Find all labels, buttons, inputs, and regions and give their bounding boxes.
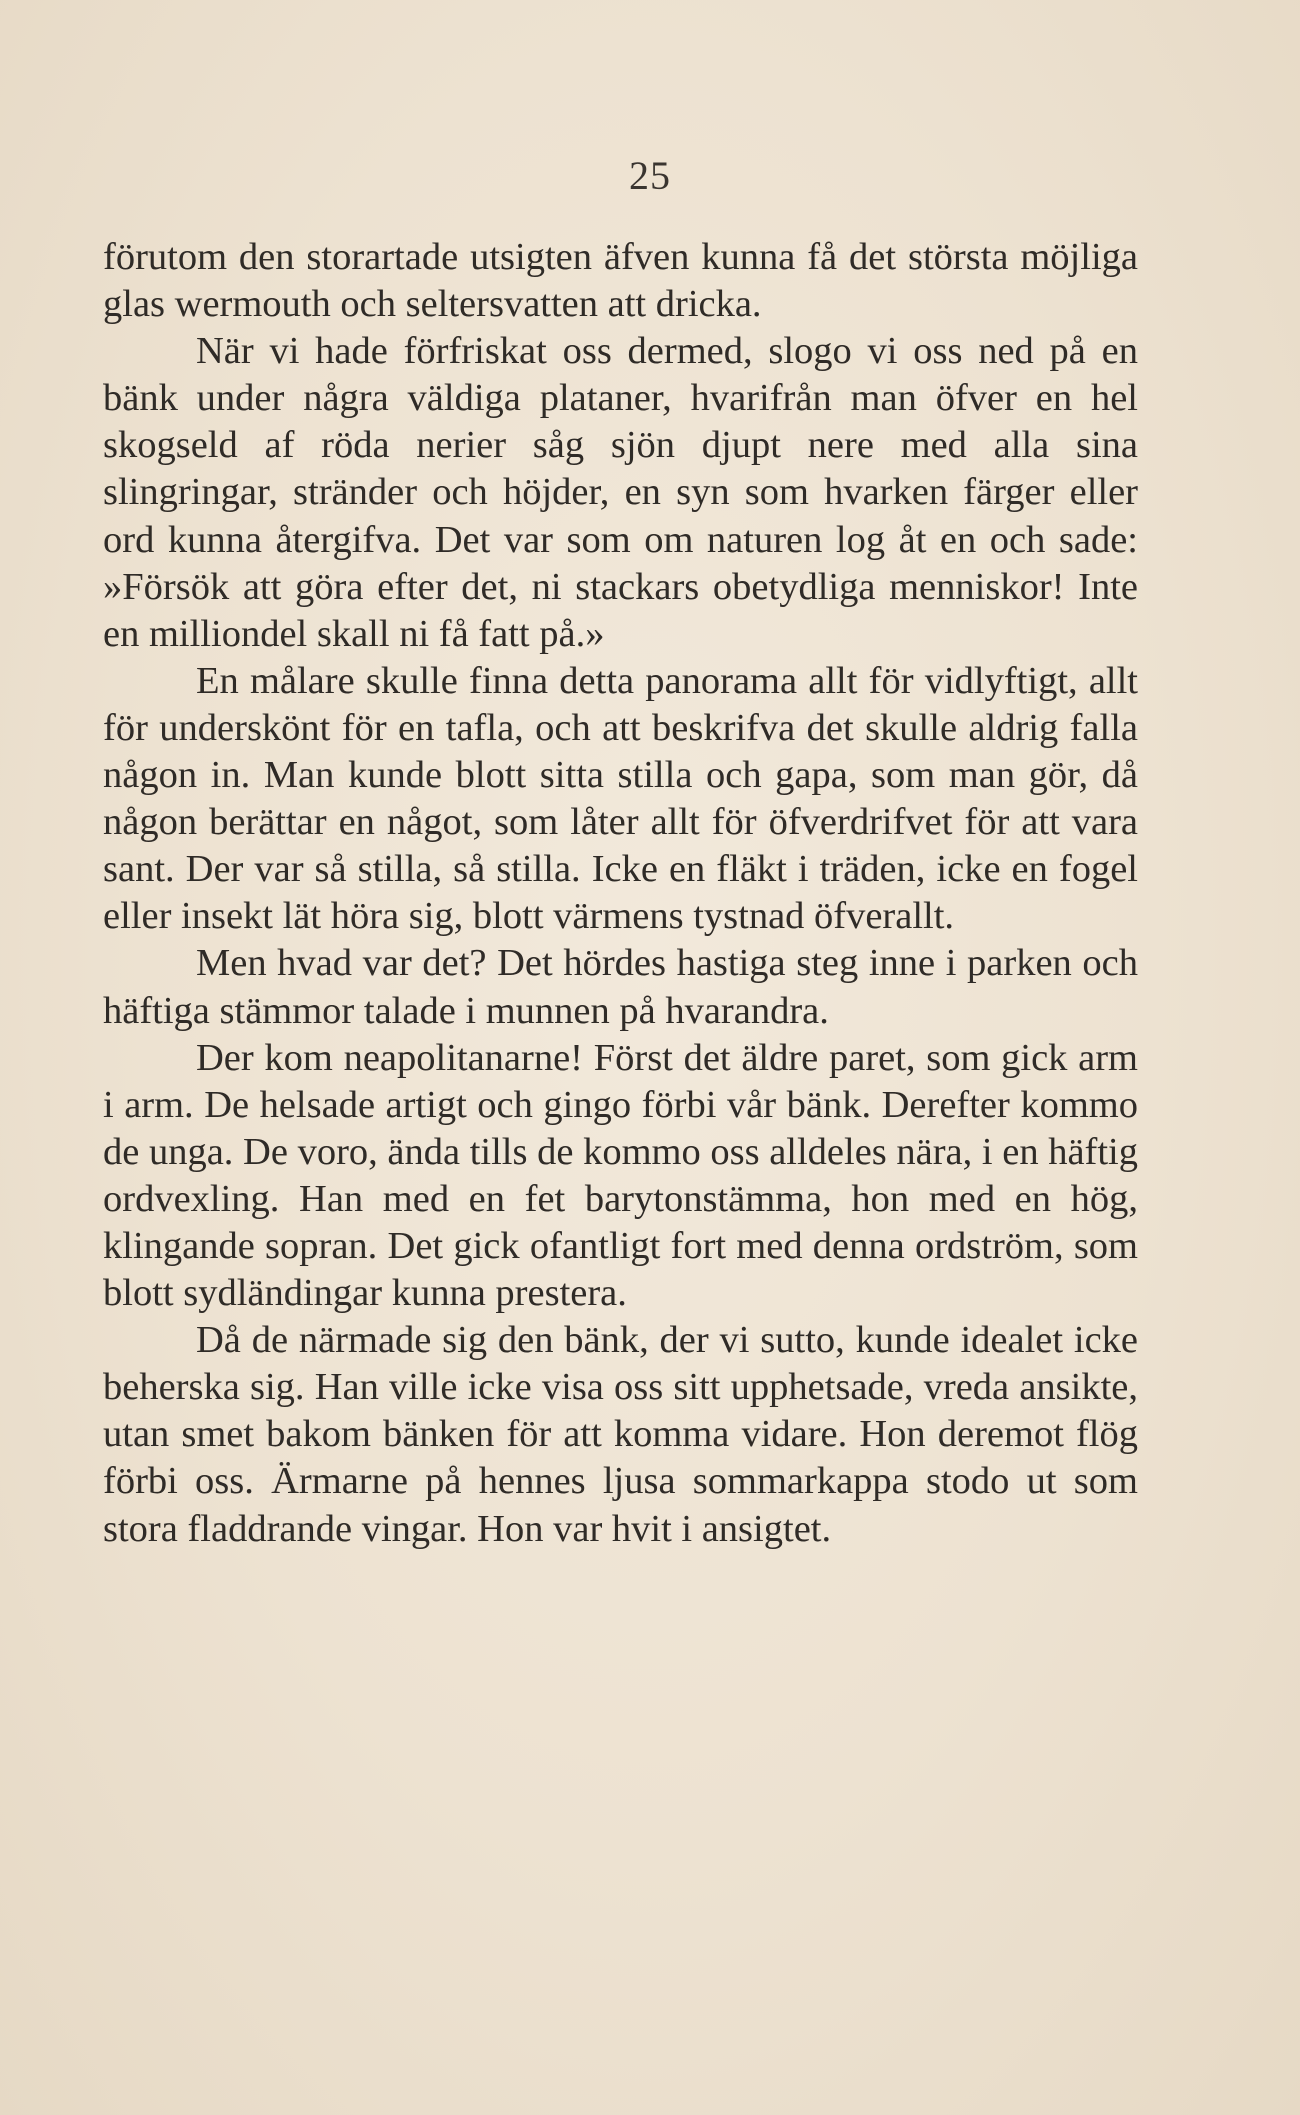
body-text	[103, 234, 1138, 1553]
paragraph-2: När vi hade förfriskat oss dermed, slogo vi oss ned på en bänk under några väldiga plataner, hvarifrån man öfver en hel skogseld af röda nerier såg sjön djupt nere med alla sina slingringar, stränder och höjder, en syn som hvarken färger eller ord kunna återgifva. Det var som om naturen log åt en och sade: »Försök att göra efter det, ni stackars obetydliga menniskor! Inte en milliondel skall ni få fatt på.»	[103, 330, 1138, 655]
paragraph-1: förutom den storartade utsigten äfven kunna få det största möjliga glas wermouth och seltersvatten att dricka.	[103, 236, 1138, 326]
paragraph-5: Der kom neapolitanarne! Först det äldre paret, som gick arm i arm. De helsade artigt och gingo förbi vår bänk. Derefter kommo de unga. De voro, ända tills de kommo oss alldeles nära, i en häftig ordvexling. Han med en fet barytonstämma, hon med en hög, klingande sopran. Det gick ofantligt fort med denna ordström, som blott sydländingar kunna prestera.	[103, 1036, 1138, 1315]
paragraph-4: Men hvad var det? Det hördes hastiga steg inne i parken och häftiga stämmor talade i munnen på hvarandra.	[103, 942, 1138, 1032]
paragraph-6: Då de närmade sig den bänk, der vi sutto, kunde idealet icke beherska sig. Han ville icke visa oss sitt upphetsade, vreda ansikte, utan smet bakom bänken för att komma vidare. Hon deremot flög förbi oss. Ärmarne på hennes ljusa sommarkappa stodo ut som stora fladdrande vingar. Hon var hvit i ansigtet.	[103, 1319, 1138, 1550]
page-number: 25	[629, 153, 671, 198]
paragraph-3: En målare skulle finna detta panorama allt för vidlyftigt, allt för underskönt för en tafla, och att beskrifva det skulle aldrig falla någon in. Man kunde blott sitta stilla och gapa, som man gör, då någon berättar en något, som låter allt för öfverdrifvet för att vara sant. Der var så stilla, så stilla. Icke en fläkt i träden, icke en fogel eller insekt lät höra sig, blott värmens tystnad öfverallt.	[103, 659, 1138, 938]
